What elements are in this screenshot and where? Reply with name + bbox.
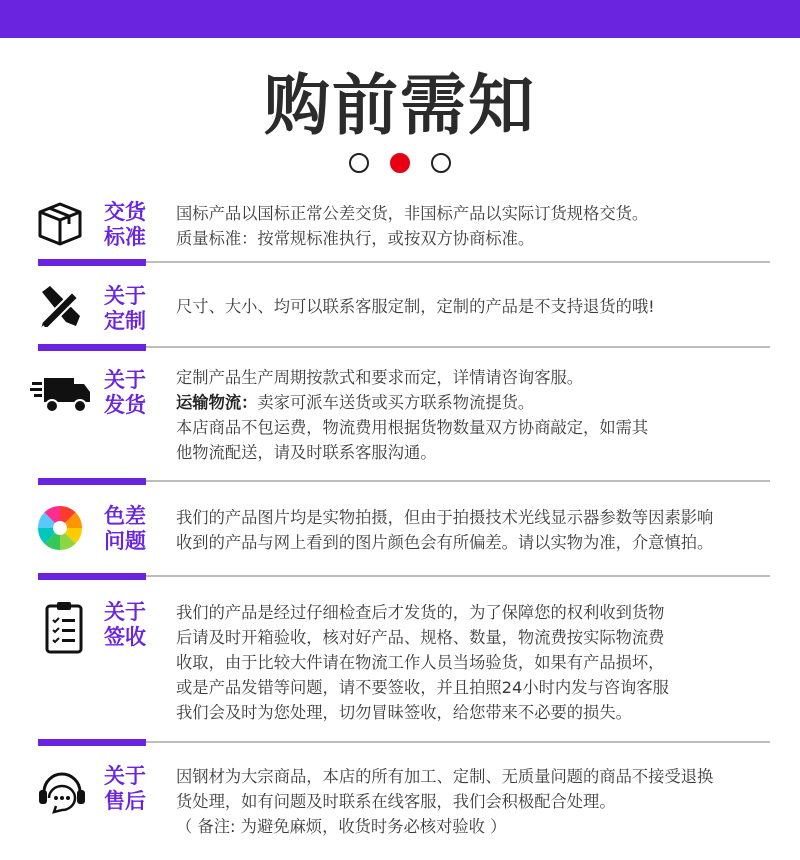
section-label [104,504,152,554]
clipboard-checklist-icon [44,600,84,654]
body-line: 我们的产品图片均是实物拍摄，但由于拍摄技术光线显示器参数等因素影响 [176,508,714,527]
label-line-2: 售后 [104,789,146,813]
body-line: 质量标准：按常规标准执行，或按双方协商标准。 [176,229,535,248]
body-line: 收到的产品与网上看到的图片颜色会有所偏差。请以实物为准，介意慎拍。 [176,533,714,552]
label-line-2: 问题 [104,529,146,553]
body-line: 定制产品生产周期按款式和要求而定，详情请咨询客服。 [176,368,584,387]
label-line-2: 标准 [104,225,146,249]
color-wheel-icon [36,504,88,556]
body-line: 我们会及时为您处理，切勿冒昧签收，给您带来不必要的损失。 [176,703,632,722]
body-line: 本店商品不包运费，物流费用根据货物数量双方协商敲定，如需其 [176,418,649,437]
section-color-difference [0,500,800,570]
section-body [176,365,774,465]
label-line-1: 关于 [104,368,146,392]
section-divider [38,261,770,263]
section-body [176,294,774,319]
section-label [104,284,152,334]
top-color-bar [0,0,800,38]
section-label [104,600,152,650]
pencil-ruler-icon [36,282,88,334]
section-receipt [0,598,800,728]
body-line: 货处理，如有问题及时联系在线客服，我们会积极配合处理。 [176,792,616,811]
body-line: 或是产品发错等问题，请不要签收，并且拍照24小时内发与咨询客服 [176,678,669,697]
section-divider [38,741,770,743]
body-line: 后请及时开箱验收，核对好产品、规格、数量，物流费按实际物流费 [176,628,665,647]
section-after-sales [0,762,800,852]
divider-accent [38,573,146,580]
body-line: 收取，由于比较大件请在物流工作人员当场验货，如果有产品损坏， [176,653,665,672]
body-line-logistics [176,390,774,415]
dot-indicator-3[interactable] [431,153,451,173]
body-line: 尺寸、大小、均可以联系客服定制，定制的产品是不支持退货的哦! [176,297,655,316]
dot-indicator-1[interactable] [349,153,369,173]
delivery-truck-icon [30,372,92,424]
label-line-1: 关于 [104,284,146,308]
page-title: 购前需知 [264,67,536,144]
body-line: 他物流配送，请及时联系客服沟通。 [176,443,437,462]
divider-accent [38,739,146,746]
body-line: 我们的产品是经过仔细检查后才发货的，为了保障您的权利收到货物 [176,603,665,622]
section-divider [38,346,770,348]
label-line-2: 发货 [104,393,146,417]
label-line-1: 色差 [104,504,146,528]
section-customization [0,282,800,342]
body-line: 卖家可派车送货或买方联系物流提货。 [257,393,535,412]
section-body [176,201,774,251]
label-line-2: 签收 [104,625,146,649]
divider-accent [38,478,146,485]
label-line-1: 关于 [104,764,146,788]
carousel-dots [0,152,800,173]
label-line-1: 关于 [104,600,146,624]
dot-indicator-2-active[interactable] [390,153,410,173]
label-line-2: 定制 [104,309,146,333]
bold-prefix: 运输物流： [176,393,258,412]
section-divider [38,575,770,577]
section-label [104,764,152,814]
customer-service-headset-icon [36,768,88,820]
body-line: 国标产品以国标正常公差交货，非国标产品以实际订货规格交货。 [176,204,649,223]
section-divider [38,480,770,482]
body-line: 因钢材为大宗商品，本店的所有加工、定制、无质量问题的商品不接受退换 [176,767,714,786]
section-body [176,764,774,839]
section-body [176,600,774,725]
section-shipping [0,364,800,474]
section-label [104,200,152,250]
section-label [104,368,152,418]
box-icon [36,200,88,252]
label-line-1: 交货 [104,200,146,224]
divider-accent [38,344,146,351]
section-body [176,505,774,555]
section-delivery-standard [0,196,800,266]
divider-accent [38,259,146,266]
body-line-note: （ 备注: 为避免麻烦，收货时务必核对验收 ） [176,817,507,836]
